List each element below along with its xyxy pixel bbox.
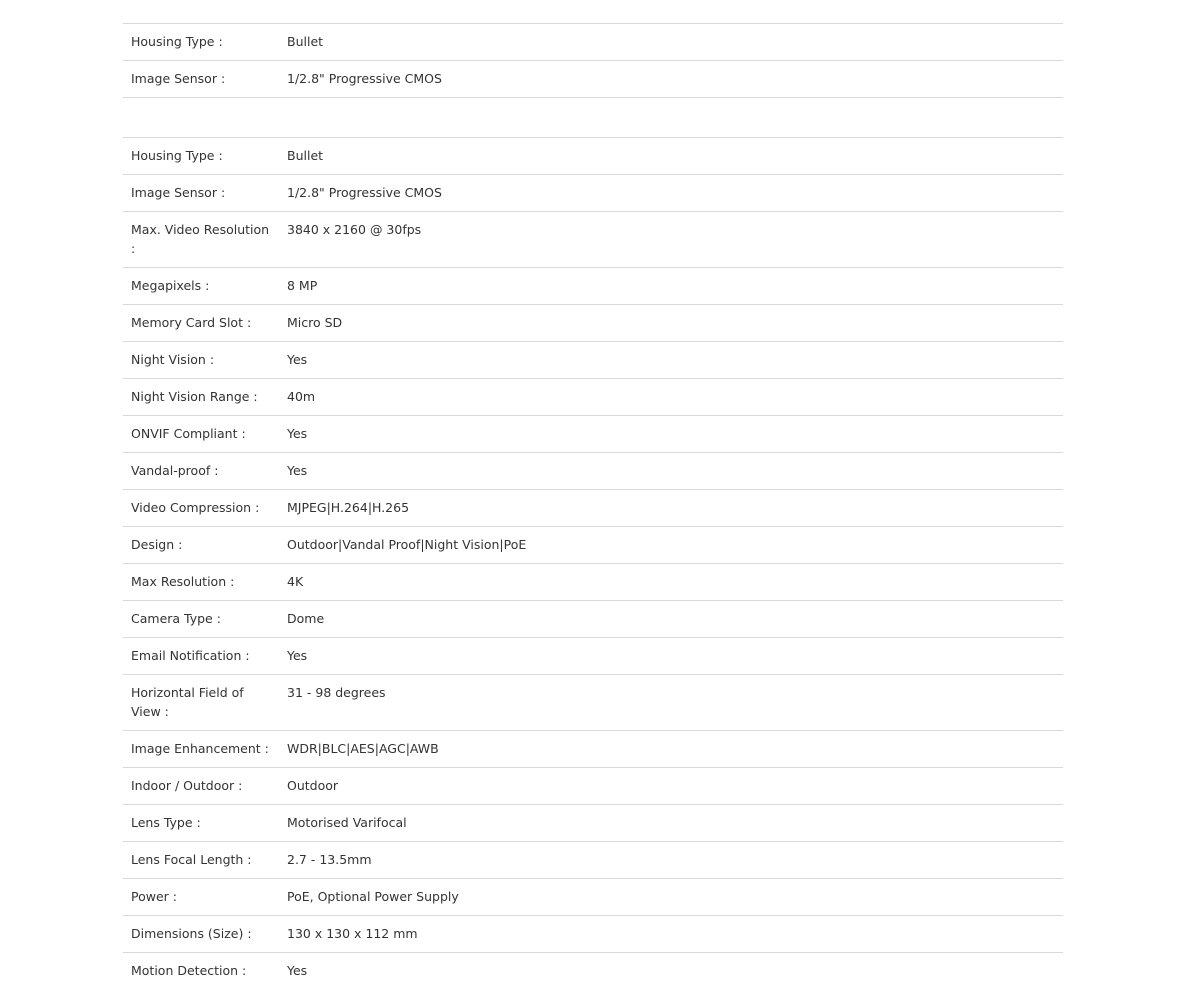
spec-value: Dome: [280, 601, 1063, 638]
spec-value: 3840 x 2160 @ 30fps: [280, 212, 1063, 268]
spec-label: Power :: [123, 879, 280, 916]
spec-label: Megapixels :: [123, 268, 280, 305]
spec-row: [123, 638, 1063, 675]
spec-row: [123, 175, 1063, 212]
spec-value: Yes: [280, 953, 1063, 990]
spec-value: Yes: [280, 638, 1063, 675]
short-spec-table: [123, 23, 1063, 98]
spec-value: Outdoor|Vandal Proof|Night Vision|PoE: [280, 527, 1063, 564]
spec-label: Lens Type :: [123, 805, 280, 842]
spec-row: [123, 212, 1063, 268]
spec-label: Lens Focal Length :: [123, 842, 280, 879]
spec-label: Dimensions (Size) :: [123, 916, 280, 953]
spec-value: Outdoor: [280, 768, 1063, 805]
spec-label: Memory Card Slot :: [123, 305, 280, 342]
spec-row: [123, 564, 1063, 601]
spec-row: [123, 731, 1063, 768]
spec-row: [123, 842, 1063, 879]
spec-label: Housing Type :: [123, 138, 280, 175]
spec-row: [123, 24, 1063, 61]
spec-row: [123, 453, 1063, 490]
spec-label: Image Sensor :: [123, 175, 280, 212]
spec-label: Max. Video Resolution :: [123, 212, 280, 268]
spec-label: Motion Detection :: [123, 953, 280, 990]
spec-value: 31 - 98 degrees: [280, 675, 1063, 731]
spec-label: Vandal-proof :: [123, 453, 280, 490]
spec-label: ONVIF Compliant :: [123, 416, 280, 453]
spec-value: MJPEG|H.264|H.265: [280, 490, 1063, 527]
spec-row: [123, 305, 1063, 342]
spec-row: [123, 61, 1063, 98]
spec-value: Bullet: [280, 24, 1063, 61]
spec-row: [123, 805, 1063, 842]
spec-row: [123, 490, 1063, 527]
spec-label: Horizontal Field of View :: [123, 675, 280, 731]
spec-row: [123, 342, 1063, 379]
spec-value: Yes: [280, 416, 1063, 453]
spec-value: 4K: [280, 564, 1063, 601]
spec-value: Yes: [280, 453, 1063, 490]
spec-row: [123, 916, 1063, 953]
spec-row: [123, 675, 1063, 731]
spec-value: 1/2.8" Progressive CMOS: [280, 61, 1063, 98]
spec-value: Bullet: [280, 138, 1063, 175]
spec-label: Design :: [123, 527, 280, 564]
spec-value: Motorised Varifocal: [280, 805, 1063, 842]
spec-label: Night Vision Range :: [123, 379, 280, 416]
spec-label: Night Vision :: [123, 342, 280, 379]
spec-row: [123, 768, 1063, 805]
spec-row: [123, 527, 1063, 564]
spec-label: Video Compression :: [123, 490, 280, 527]
spec-row: [123, 268, 1063, 305]
spec-value: PoE, Optional Power Supply: [280, 879, 1063, 916]
spec-value: 130 x 130 x 112 mm: [280, 916, 1063, 953]
spec-value: 8 MP: [280, 268, 1063, 305]
spec-value: Yes: [280, 342, 1063, 379]
spec-value: WDR|BLC|AES|AGC|AWB: [280, 731, 1063, 768]
spec-label: Image Enhancement :: [123, 731, 280, 768]
spec-value: 1/2.8" Progressive CMOS: [280, 175, 1063, 212]
spec-row: [123, 416, 1063, 453]
spec-row: [123, 879, 1063, 916]
spec-label: Camera Type :: [123, 601, 280, 638]
spec-value: Micro SD: [280, 305, 1063, 342]
spec-row: [123, 379, 1063, 416]
spec-label: Housing Type :: [123, 24, 280, 61]
spec-label: Email Notification :: [123, 638, 280, 675]
full-spec-table: [123, 137, 1063, 989]
spec-value: 40m: [280, 379, 1063, 416]
spec-row: [123, 601, 1063, 638]
spec-label: Indoor / Outdoor :: [123, 768, 280, 805]
spec-row: [123, 953, 1063, 990]
spec-label: Max Resolution :: [123, 564, 280, 601]
spec-label: Image Sensor :: [123, 61, 280, 98]
spec-value: 2.7 - 13.5mm: [280, 842, 1063, 879]
spec-row: [123, 138, 1063, 175]
